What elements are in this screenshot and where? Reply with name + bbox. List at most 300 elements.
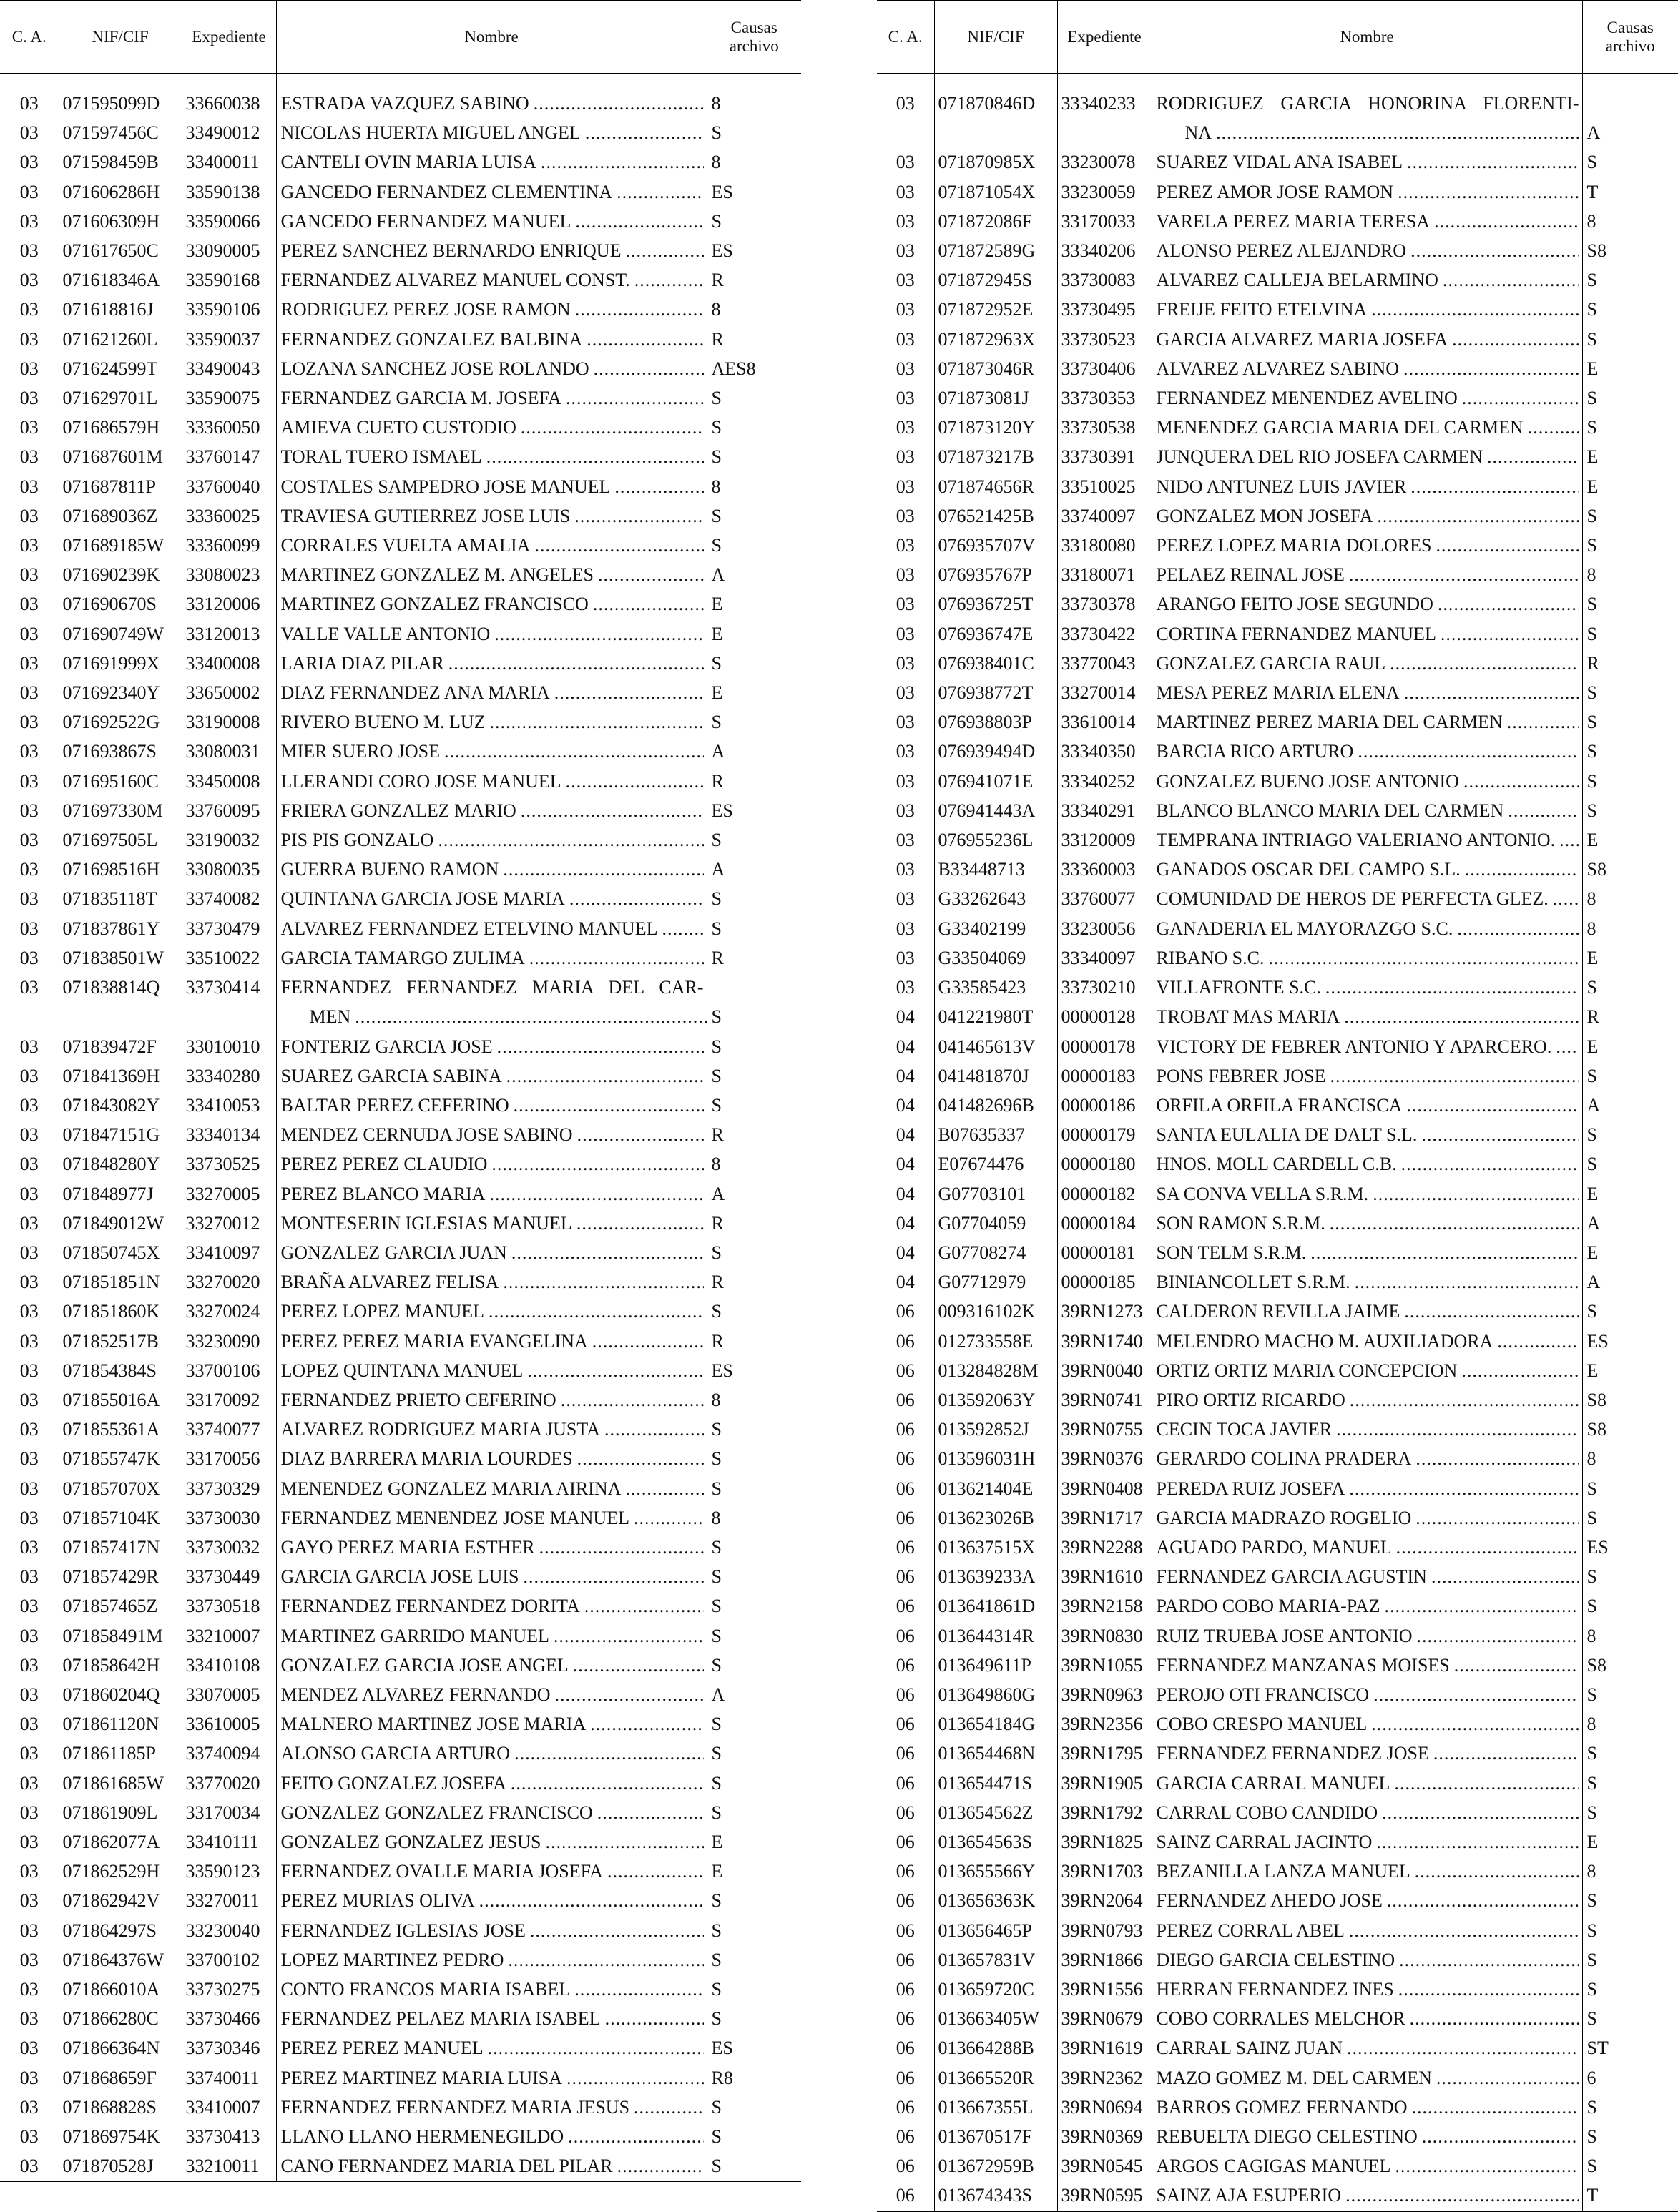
nif-cell: 071597456C: [59, 118, 182, 147]
expediente-cell: 33410053: [182, 1091, 276, 1120]
ca-cell: 03: [19, 564, 39, 586]
causa-cell: R: [1582, 1002, 1678, 1031]
ca-cell: 03: [896, 652, 915, 674]
expediente-cell: 00000185: [1057, 1267, 1152, 1297]
expediente-cell: 39RN1740: [1057, 1327, 1152, 1356]
ca-cell: 03: [896, 977, 915, 998]
causa-cell: 8: [1582, 884, 1678, 913]
expediente-cell: 33400011: [182, 147, 276, 177]
ca-cell: 06: [896, 1596, 915, 1617]
causa-cell: S: [1582, 767, 1678, 796]
expediente-cell: 33730518: [182, 1591, 276, 1621]
nif-cell: 071629701L: [59, 383, 182, 413]
expediente-cell: 33410097: [182, 1238, 276, 1267]
expediente-cell: 33740077: [182, 1415, 276, 1444]
table-row: [0, 1975, 801, 2004]
expediente-cell: 33340280: [182, 1061, 276, 1091]
nombre-cell: RIBANO S.C. .....: [1152, 943, 1582, 973]
table-row: [877, 825, 1678, 855]
nombre-cell: TORAL TUERO ISMAEL .....: [276, 442, 707, 471]
expediente-cell: 33230078: [1057, 147, 1152, 177]
table-header-row: [0, 1, 801, 74]
ca-cell: 06: [896, 1979, 915, 2000]
ca-cell: 03: [19, 1419, 39, 1440]
expediente-cell: 33170092: [182, 1385, 276, 1415]
expediente-cell: 33170034: [182, 1798, 276, 1827]
ca-cell: 03: [19, 1242, 39, 1263]
nombre-cell: GAYO PEREZ MARIA ESTHER .....: [276, 1533, 707, 1562]
ca-cell: 03: [19, 623, 39, 644]
table-row: [877, 589, 1678, 619]
nombre-cell: TRAVIESA GUTIERREZ JOSE LUIS .....: [276, 501, 707, 531]
expediente-cell: 39RN1610: [1057, 1562, 1152, 1591]
ca-cell: 03: [19, 1831, 39, 1852]
nif-cell: 076935767P: [934, 560, 1057, 589]
ca-cell: 03: [0, 2151, 59, 2181]
expediente-cell: 33730422: [1057, 619, 1152, 649]
nombre-cell: ORFILA ORFILA FRANCISCA .....: [1152, 1091, 1582, 1120]
header-ca: C. A.: [0, 1, 59, 74]
expediente-cell: 33590168: [182, 265, 276, 295]
ca-cell: 06: [896, 1478, 915, 1499]
nif-cell: 071697330M: [59, 796, 182, 825]
nombre-cell: BARROS GOMEZ FERNANDO .....: [1152, 2093, 1582, 2122]
nombre-cell: BINIANCOLLET S.R.M. .....: [1152, 1267, 1582, 1297]
ca-cell: 03: [896, 210, 915, 232]
table-row: [877, 1209, 1678, 1238]
causa-cell: 6: [1582, 2063, 1678, 2093]
expediente-cell: 33120013: [182, 619, 276, 649]
expediente-cell: 33410007: [182, 2093, 276, 2122]
nif-cell: 071838814Q: [59, 973, 182, 1031]
nombre-cell: GONZALEZ BUENO JOSE ANTONIO .....: [1152, 767, 1582, 796]
table-row: [877, 1945, 1678, 1975]
table-row: [877, 1621, 1678, 1651]
nif-cell: 076938803P: [934, 707, 1057, 737]
nombre-cell: GARCIA CARRAL MANUEL .....: [1152, 1769, 1582, 1798]
nombre-cell: ARANGO FEITO JOSE SEGUNDO .....: [1152, 589, 1582, 619]
table-row: [877, 1857, 1678, 1886]
nombre-cell: COBO CRESPO MANUEL .....: [1152, 1709, 1582, 1739]
expediente-cell: 33700102: [182, 1945, 276, 1975]
causa-cell: E: [1582, 1179, 1678, 1209]
ca-cell: 04: [896, 1006, 915, 1028]
expediente-cell: 39RN0793: [1057, 1916, 1152, 1945]
causa-cell: S8: [1582, 1415, 1678, 1444]
table-row: [877, 1356, 1678, 1385]
causa-cell: S: [707, 1975, 801, 2004]
expediente-cell: 33340350: [1057, 737, 1152, 766]
expediente-cell: 33490012: [182, 118, 276, 147]
causa-cell: A: [707, 855, 801, 884]
ca-cell: 03: [19, 1949, 39, 1970]
nif-cell: 071689036Z: [59, 501, 182, 531]
expediente-cell: 33230040: [182, 1916, 276, 1945]
ca-cell: 03: [19, 2126, 39, 2148]
ca-cell: 06: [896, 1714, 915, 1735]
table-row: [877, 1651, 1678, 1680]
nombre-cell: MALNERO MARTINEZ JOSE MARIA .....: [276, 1709, 707, 1739]
nif-cell: 013592063Y: [934, 1385, 1057, 1415]
table-row: [877, 943, 1678, 973]
table-row: [877, 325, 1678, 354]
ca-cell: 03: [19, 476, 39, 497]
table-row: [0, 177, 801, 207]
table-row: [0, 796, 801, 825]
expediente-cell: 39RN0694: [1057, 2093, 1152, 2122]
causa-cell: S8: [1582, 1651, 1678, 1680]
table-row: [877, 914, 1678, 943]
ca-cell: 06: [896, 1861, 915, 1882]
ca-cell: 06: [896, 1949, 915, 1970]
causa-cell: A: [707, 1179, 801, 1209]
ca-cell: 03: [19, 1124, 39, 1146]
table-row: [0, 973, 801, 1031]
table-row: [877, 2033, 1678, 2063]
causa-cell: ES: [1582, 1327, 1678, 1356]
nombre-cell: DIAZ BARRERA MARIA LOURDES .....: [276, 1444, 707, 1473]
table-row: [0, 383, 801, 413]
nif-cell: 071621260L: [59, 325, 182, 354]
ca-cell: 06: [896, 1831, 915, 1852]
table-row: [0, 589, 801, 619]
nif-cell: G33585423: [934, 973, 1057, 1002]
expediente-cell: 33730479: [182, 914, 276, 943]
nif-cell: 071857070X: [59, 1474, 182, 1503]
nif-cell: 071692340Y: [59, 678, 182, 707]
ca-cell: 03: [19, 358, 39, 379]
nombre-cell: PELAEZ REINAL JOSE .....: [1152, 560, 1582, 589]
nif-cell: 076941071E: [934, 767, 1057, 796]
table-row: [877, 147, 1678, 177]
ca-cell: 03: [896, 240, 915, 262]
causa-cell: S: [707, 884, 801, 913]
causa-cell: R: [707, 265, 801, 295]
causa-cell: S: [707, 1415, 801, 1444]
header-causas: Causas archivo: [1582, 1, 1678, 74]
causa-cell: S: [707, 501, 801, 531]
nombre-cell: RUIZ TRUEBA JOSE ANTONIO .....: [1152, 1621, 1582, 1651]
causa-cell: S: [1582, 1474, 1678, 1503]
table-row: [0, 1680, 801, 1709]
nombre-cell: AMIEVA CUETO CUSTODIO .....: [276, 413, 707, 442]
expediente-cell: 39RN2288: [1057, 1533, 1152, 1562]
table-row: [877, 2181, 1678, 2211]
nombre-cell: CANTELI OVIN MARIA LUISA .....: [276, 147, 707, 177]
expediente-cell: 00000180: [1057, 1149, 1152, 1179]
expediente-cell: 33410111: [182, 1827, 276, 1857]
nif-cell: 076955236L: [934, 825, 1057, 855]
causa-cell: E: [1582, 1356, 1678, 1385]
expediente-cell: 33730523: [1057, 325, 1152, 354]
table-row: [877, 2093, 1678, 2122]
nif-cell: 071690239K: [59, 560, 182, 589]
table-row: [0, 1621, 801, 1651]
table-row: [877, 1238, 1678, 1267]
ca-cell: 03: [896, 446, 915, 468]
table-row: [0, 2151, 801, 2181]
causa-cell: T: [1582, 177, 1678, 207]
ca-cell: 03: [19, 1654, 39, 1676]
causa-cell: S: [1582, 1975, 1678, 2004]
table-row: [0, 1709, 801, 1739]
nombre-cell: GONZALEZ GONZALEZ JESUS .....: [276, 1827, 707, 1857]
nif-cell: 071687601M: [59, 442, 182, 471]
causa-cell: S: [1582, 383, 1678, 413]
causa-cell: 8: [707, 1385, 801, 1415]
ca-cell: 03: [19, 770, 39, 792]
causa-cell: S: [1582, 1562, 1678, 1591]
ca-cell: 04: [896, 1124, 915, 1146]
nombre-cell: CORTINA FERNANDEZ MANUEL .....: [1152, 619, 1582, 649]
expediente-cell: 39RN1556: [1057, 1975, 1152, 2004]
nif-cell: 013623026B: [934, 1503, 1057, 1533]
nif-cell: 071855361A: [59, 1415, 182, 1444]
table-row: [877, 855, 1678, 884]
ca-cell: 06: [896, 1743, 915, 1764]
nif-cell: 071618346A: [59, 265, 182, 295]
table-row: [877, 531, 1678, 560]
nombre-cell: GANCEDO FERNANDEZ MANUEL .....: [276, 207, 707, 236]
nif-cell: 071858642H: [59, 1651, 182, 1680]
causa-cell: S: [707, 1709, 801, 1739]
expediente-cell: 39RN0369: [1057, 2122, 1152, 2151]
table-row: [0, 914, 801, 943]
nif-cell: 071866280C: [59, 2004, 182, 2033]
causa-cell: 8: [1582, 914, 1678, 943]
causa-cell: 8: [1582, 560, 1678, 589]
expediente-cell: 33730083: [1057, 265, 1152, 295]
nombre-cell: MENENDEZ GONZALEZ MARIA AIRINA .....: [276, 1474, 707, 1503]
causa-cell: A: [707, 560, 801, 589]
nif-cell: 071872952E: [934, 295, 1057, 324]
nombre-cell: FERNANDEZ ALVAREZ MANUEL CONST. .....: [276, 265, 707, 295]
nif-cell: 071861185P: [59, 1739, 182, 1768]
table-row: [0, 1091, 801, 1120]
ca-cell: 03: [19, 1154, 39, 1175]
table-row: [877, 1061, 1678, 1091]
expediente-cell: 39RN0963: [1057, 1680, 1152, 1709]
ca-cell: 06: [896, 1389, 915, 1410]
nombre-cell: BLANCO BLANCO MARIA DEL CARMEN .....: [1152, 796, 1582, 825]
causa-cell: A: [1582, 1267, 1678, 1297]
nombre-cell: MENDEZ CERNUDA JOSE SABINO .....: [276, 1120, 707, 1149]
table-row: [877, 884, 1678, 913]
causa-cell: E: [707, 1827, 801, 1857]
ca-cell: 03: [896, 770, 915, 792]
expediente-cell: 39RN0040: [1057, 1356, 1152, 1385]
nif-cell: 071857465Z: [59, 1591, 182, 1621]
ca-cell: 03: [896, 800, 915, 821]
ca-cell: 03: [19, 888, 39, 910]
nombre-cell: GARCIA ALVAREZ MARIA JOSEFA .....: [1152, 325, 1582, 354]
table-row: [877, 2004, 1678, 2033]
table-row: [877, 1562, 1678, 1591]
nombre-cell: FERNANDEZ FERNANDEZ MARIA DEL CAR- MEN .....: [276, 973, 707, 1031]
table-row: [0, 1267, 801, 1297]
nombre-cell: QUINTANA GARCIA JOSE MARIA .....: [276, 884, 707, 913]
nif-cell: 071624599T: [59, 354, 182, 383]
causa-cell: S: [707, 1945, 801, 1975]
nif-cell: 071849012W: [59, 1209, 182, 1238]
ca-cell: 03: [896, 270, 915, 291]
expediente-cell: 33730449: [182, 1562, 276, 1591]
ca-cell: 03: [19, 1743, 39, 1764]
records-table-right: [877, 0, 1678, 2212]
table-row: [877, 2151, 1678, 2181]
ca-cell: 03: [19, 93, 39, 114]
expediente-cell: 33180071: [1057, 560, 1152, 589]
nombre-cell: VARELA PEREZ MARIA TERESA .....: [1152, 207, 1582, 236]
causa-cell: S: [707, 707, 801, 737]
nif-cell: 071617650C: [59, 236, 182, 265]
causa-cell: E: [1582, 354, 1678, 383]
nombre-cell: MESA PEREZ MARIA ELENA .....: [1152, 678, 1582, 707]
nombre-cell: ORTIZ ORTIZ MARIA CONCEPCION .....: [1152, 1356, 1582, 1385]
expediente-cell: 33210011: [182, 2151, 276, 2181]
expediente-cell: 33450008: [182, 767, 276, 796]
nif-cell: G33504069: [934, 943, 1057, 973]
nombre-cell: SANTA EULALIA DE DALT S.L. .....: [1152, 1120, 1582, 1149]
causa-cell: R: [707, 1209, 801, 1238]
nombre-cell: PEREZ AMOR JOSE RAMON .....: [1152, 177, 1582, 207]
nif-cell: 071851851N: [59, 1267, 182, 1297]
causa-cell: S: [707, 413, 801, 442]
nombre-cell: PEREZ SANCHEZ BERNARDO ENRIQUE .....: [276, 236, 707, 265]
nombre-cell: CORRALES VUELTA AMALIA .....: [276, 531, 707, 560]
causa-cell: S: [1582, 2093, 1678, 2122]
nif-cell: 013664288B: [934, 2033, 1057, 2063]
causa-cell: E: [1582, 825, 1678, 855]
nombre-cell: ALVAREZ RODRIGUEZ MARIA JUSTA .....: [276, 1415, 707, 1444]
spacer-row: [877, 74, 1678, 89]
expediente-cell: 33700106: [182, 1356, 276, 1385]
causa-cell: S: [1582, 1769, 1678, 1798]
nif-cell: G07703101: [934, 1179, 1057, 1209]
nombre-cell: SON RAMON S.R.M. .....: [1152, 1209, 1582, 1238]
ca-cell: 03: [19, 299, 39, 320]
nif-cell: G33262643: [934, 884, 1057, 913]
nombre-cell: GARCIA TAMARGO ZULIMA .....: [276, 943, 707, 973]
causa-cell: S: [1582, 1739, 1678, 1768]
causa-cell: S: [707, 1769, 801, 1798]
nombre-cell: PEREZ BLANCO MARIA .....: [276, 1179, 707, 1209]
expediente-cell: 39RN1055: [1057, 1651, 1152, 1680]
ca-cell: 03: [896, 947, 915, 968]
table-row: [877, 649, 1678, 678]
ca-cell: 04: [896, 1212, 915, 1234]
table-row: [0, 472, 801, 501]
nombre-cell: VILLAFRONTE S.C. .....: [1152, 973, 1582, 1002]
expediente-cell: 39RN0741: [1057, 1385, 1152, 1415]
expediente-cell: 39RN1792: [1057, 1798, 1152, 1827]
table-row: [0, 855, 801, 884]
causa-cell: S: [707, 1886, 801, 1915]
table-row: [0, 118, 801, 147]
causa-cell: R: [707, 767, 801, 796]
ca-cell: 04: [896, 1183, 915, 1204]
right-column: [877, 0, 1678, 2206]
table-row: [877, 707, 1678, 737]
nombre-cell: GANADOS OSCAR DEL CAMPO S.L. .....: [1152, 855, 1582, 884]
causa-cell: S: [707, 1621, 801, 1651]
causa-cell: E: [707, 589, 801, 619]
expediente-cell: 00000179: [1057, 1120, 1152, 1149]
nif-cell: 071857417N: [59, 1533, 182, 1562]
nif-cell: 071858491M: [59, 1621, 182, 1651]
ca-cell: 03: [19, 1566, 39, 1588]
table-row: [0, 560, 801, 589]
nif-cell: 076935707V: [934, 531, 1057, 560]
causa-cell: S: [1582, 501, 1678, 531]
ca-cell: 03: [896, 535, 915, 556]
table-row: [877, 1385, 1678, 1415]
expediente-cell: 33230059: [1057, 177, 1152, 207]
causa-cell: R8: [707, 2063, 801, 2093]
expediente-cell: 33340291: [1057, 796, 1152, 825]
nif-cell: 071855747K: [59, 1444, 182, 1473]
nif-cell: 071871054X: [934, 177, 1057, 207]
causa-cell: 8: [707, 1503, 801, 1533]
table-row: [0, 1591, 801, 1621]
causa-cell: S: [1582, 707, 1678, 737]
nif-cell: 071695160C: [59, 767, 182, 796]
nombre-cell: LOZANA SANCHEZ JOSE ROLANDO .....: [276, 354, 707, 383]
table-row: [0, 1444, 801, 1473]
causa-cell: S8: [1582, 236, 1678, 265]
table-row: [0, 619, 801, 649]
nombre-cell: PONS FEBRER JOSE .....: [1152, 1061, 1582, 1091]
nombre-cell: MIER SUERO JOSE .....: [276, 737, 707, 766]
causa-cell: S: [707, 2004, 801, 2033]
ca-cell: 03: [896, 918, 915, 939]
nif-cell: 071837861Y: [59, 914, 182, 943]
nombre-cell: FONTERIZ GARCIA JOSE .....: [276, 1032, 707, 1061]
ca-cell: 03: [19, 1478, 39, 1499]
expediente-cell: 39RN0376: [1057, 1444, 1152, 1473]
expediente-cell: 39RN2064: [1057, 1886, 1152, 1915]
table-row: [0, 501, 801, 531]
nombre-cell: LOPEZ MARTINEZ PEDRO .....: [276, 1945, 707, 1975]
nombre-cell: CANO FERNANDEZ MARIA DEL PILAR .....: [276, 2151, 707, 2181]
table-row: [877, 1091, 1678, 1120]
causa-cell: S: [707, 1444, 801, 1473]
ca-cell: 03: [19, 859, 39, 880]
table-row: [0, 1209, 801, 1238]
nombre-cell: MENDEZ ALVAREZ FERNANDO .....: [276, 1680, 707, 1709]
nombre-cell: GANCEDO FERNANDEZ CLEMENTINA .....: [276, 177, 707, 207]
ca-cell: 03: [19, 652, 39, 674]
nombre-cell: RODRIGUEZ PEREZ JOSE RAMON .....: [276, 295, 707, 324]
ca-cell: 03: [19, 1979, 39, 2000]
ca-cell: 03: [19, 535, 39, 556]
table-row: [0, 1503, 801, 1533]
ca-cell: 03: [19, 1772, 39, 1794]
header-nif: NIF/CIF: [934, 1, 1057, 74]
causa-cell: AES8: [707, 354, 801, 383]
ca-cell: 04: [896, 1242, 915, 1263]
ca-cell: 03: [19, 1683, 39, 1705]
table-row: [0, 1945, 801, 1975]
ca-cell: 06: [896, 1330, 915, 1352]
expediente-cell: 33120006: [182, 589, 276, 619]
nif-cell: B33448713: [934, 855, 1057, 884]
table-row: [877, 177, 1678, 207]
nombre-cell: GONZALEZ GARCIA JOSE ANGEL .....: [276, 1651, 707, 1680]
causa-cell: S: [1582, 2004, 1678, 2033]
expediente-cell: 39RN1717: [1057, 1503, 1152, 1533]
ca-cell: 03: [19, 1301, 39, 1322]
